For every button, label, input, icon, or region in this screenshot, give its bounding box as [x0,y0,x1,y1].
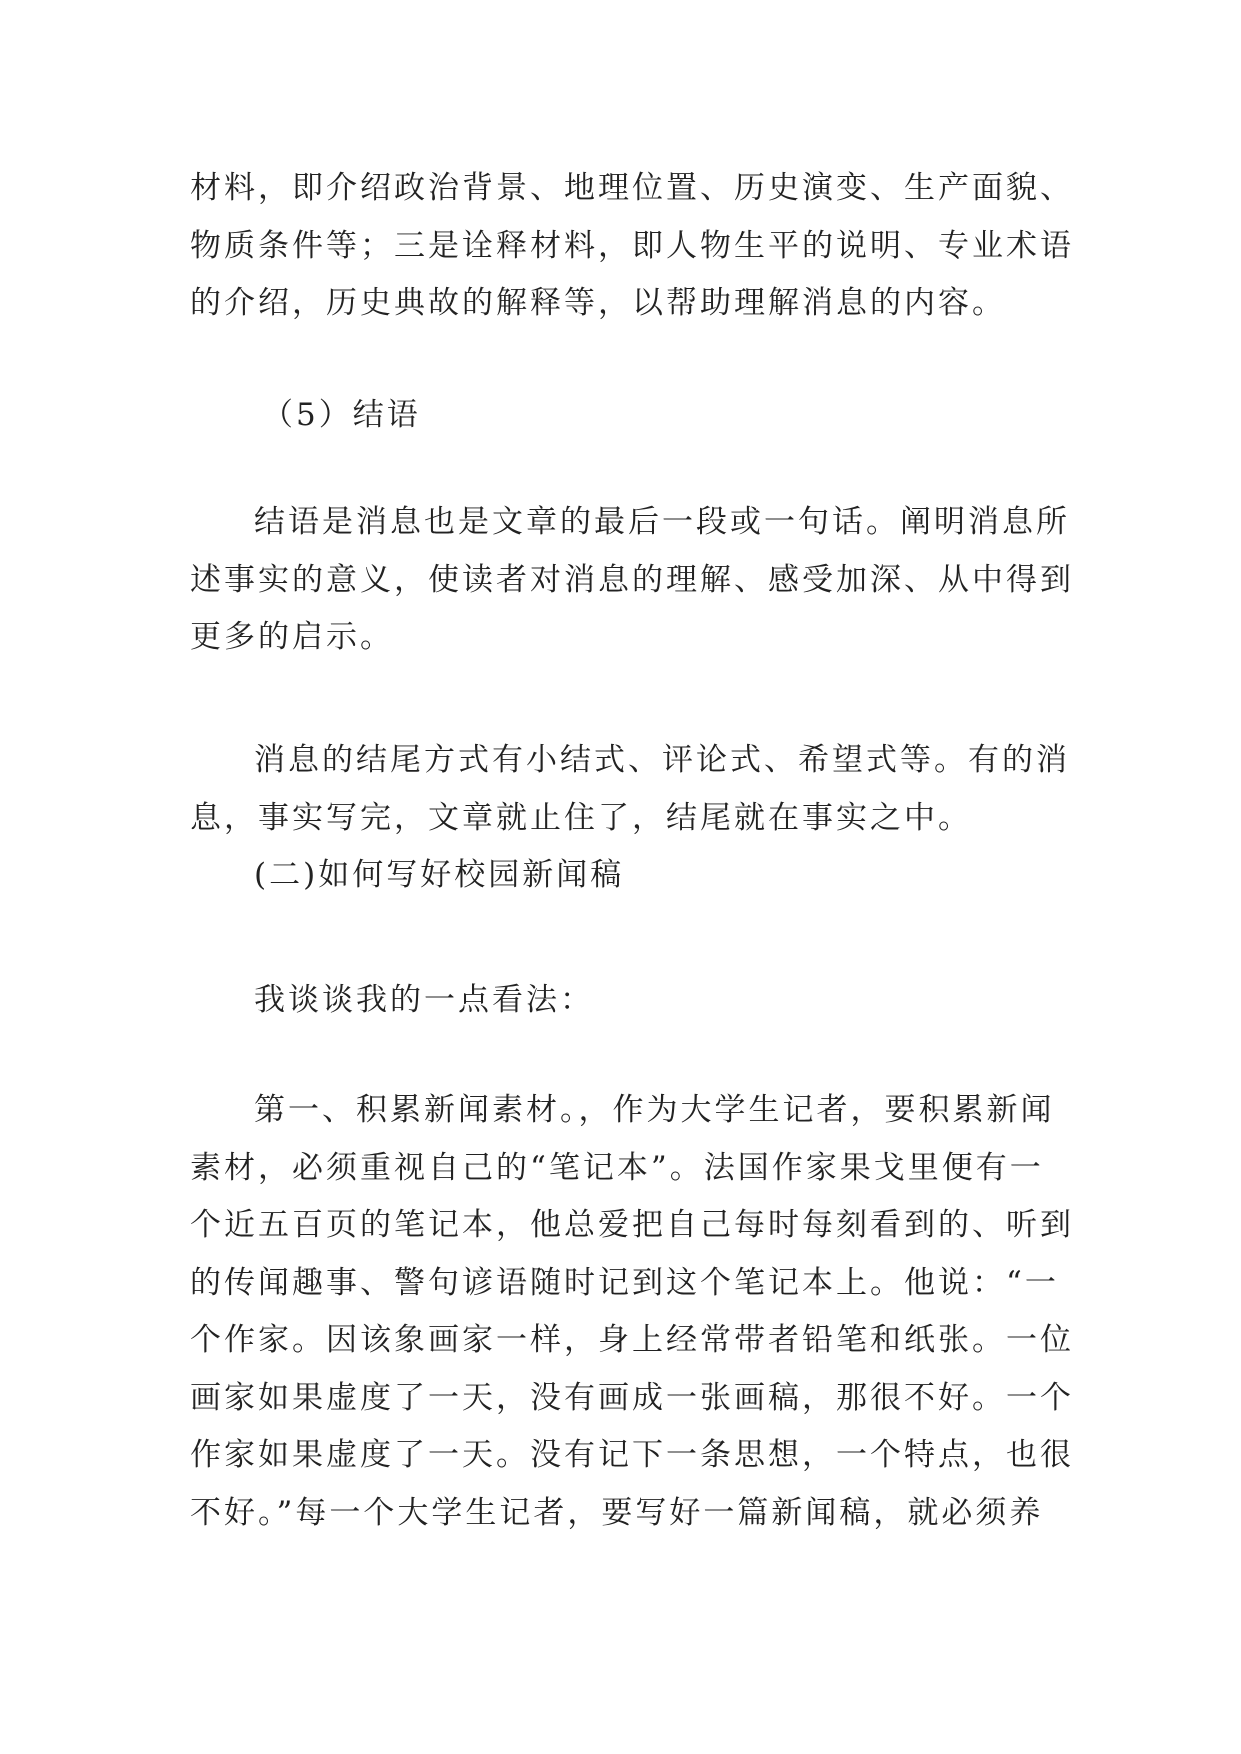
text-line: 作家如果虚度了一天。没有记下一条思想，一个特点，也很 [190,1437,1074,1473]
text-line: 消息的结尾方式有小结式、评论式、希望式等。有的消 [254,742,1070,778]
text-line: 材料，即介绍政治背景、地理位置、历史演变、生产面貌、 [190,170,1074,206]
text-line: 物质条件等；三是诠释材料，即人物生平的说明、专业术语 [190,228,1074,264]
section-heading-conclusion: （5）结语 [262,397,421,433]
section-heading-campus-news: (二)如何写好校园新闻稿 [254,857,625,893]
text-line: 第一、积累新闻素材。，作为大学生记者，要积累新闻 [254,1092,1055,1128]
text-line: 息，事实写完，文章就止住了，结尾就在事实之中。 [190,800,972,836]
text-line: 素材，必须重视自己的“笔记本”。法国作家果戈里便有一 [190,1150,1044,1186]
text-line: 的介绍，历史典故的解释等，以帮助理解消息的内容。 [190,285,1006,321]
text-line: 不好。”每一个大学生记者，要写好一篇新闻稿，就必须养 [190,1495,1044,1531]
text-line: 更多的启示。 [190,619,394,655]
text-line: 结语是消息也是文章的最后一段或一句话。阐明消息所 [254,504,1070,540]
text-line: 述事实的意义，使读者对消息的理解、感受加深、从中得到 [190,562,1074,598]
text-line: 的传闻趣事、警句谚语随时记到这个笔记本上。他说：“一 [190,1265,1059,1301]
text-line: 画家如果虚度了一天，没有画成一张画稿，那很不好。一个 [190,1380,1074,1416]
paragraph-opinion-intro: 我谈谈我的一点看法： [254,982,594,1018]
text-line: 个近五百页的笔记本，他总爱把自己每时每刻看到的、听到 [190,1207,1074,1243]
text-line: 个作家。因该象画家一样，身上经常带者铅笔和纸张。一位 [190,1322,1074,1358]
